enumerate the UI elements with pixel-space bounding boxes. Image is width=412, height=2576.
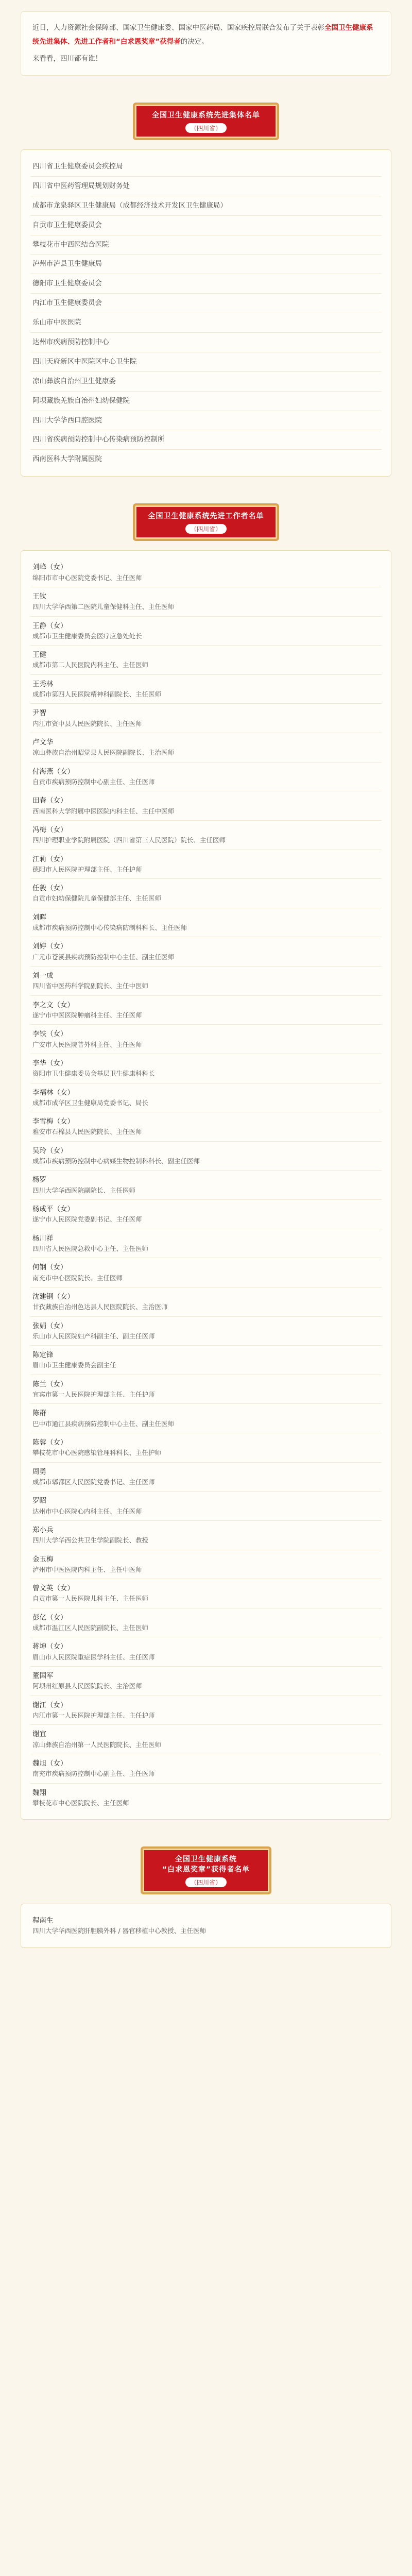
person-entry xyxy=(30,1112,382,1142)
person-entry xyxy=(30,1258,382,1287)
intro-highlight: 全国卫生健康系统先进集体、先进工作者和“白求恩奖章”获得者 xyxy=(32,24,373,46)
person-name: 罗昭 xyxy=(32,1497,46,1505)
collective-item: 四川天府新区中医院区中心卫生院 xyxy=(30,352,382,372)
person-name: 周勇 xyxy=(32,1467,46,1476)
person-title: 四川大学华西医院肝胆胰外科 / 器官移植中心教授、主任医师 xyxy=(32,1927,207,1935)
person-entry xyxy=(30,1608,382,1638)
person-name: 张娟（女） xyxy=(32,1321,67,1330)
person-entry xyxy=(30,704,382,733)
person-title: 达州市中心医院心内科主任、主任医师 xyxy=(32,1507,142,1515)
person-entry xyxy=(30,1696,382,1725)
person-title: 眉山市卫生健康委员会副主任 xyxy=(32,1361,116,1369)
person-title: 四川大学华西第二医院儿童保健科主任、主任医师 xyxy=(32,603,175,611)
person-title: 成都市成华区卫生健康局党委书记、局长 xyxy=(32,1098,149,1107)
person-name: 王静（女） xyxy=(32,621,67,630)
section-title-line2: “白求恩奖章”获得者名单 xyxy=(162,1866,250,1874)
person-title: 成都市疾病预防控制中心传染病防制科科长、主任医师 xyxy=(32,924,187,931)
person-title: 广安市人民医院普外科主任、主任医师 xyxy=(32,1040,142,1048)
section-banner-collectives xyxy=(133,103,279,140)
person-name: 尹智 xyxy=(32,709,46,718)
person-name: 陈兰（女） xyxy=(32,1380,67,1388)
person-title: 巴中市通江县疾病预防控制中心主任、副主任医师 xyxy=(32,1419,175,1428)
person-title: 四川省人民医院急救中心主任、主任医师 xyxy=(32,1244,149,1252)
person-name: 郑小兵 xyxy=(32,1526,54,1534)
person-name: 陈定锋 xyxy=(32,1351,54,1360)
person-title: 泸州市中医医院内科主任、主任中医师 xyxy=(32,1565,142,1573)
collective-item: 乐山市中医医院 xyxy=(30,313,382,333)
person-entry xyxy=(30,1521,382,1550)
person-name: 李福林（女） xyxy=(32,1088,74,1097)
person-title: 自贡市妇幼保健院儿童保健部主任、主任医师 xyxy=(32,894,162,903)
section-banner-workers xyxy=(133,503,279,541)
intro-text: 近日，人力资源社会保障部、国家卫生健康委、国家中医药局、国家疾控局联合发布了关于表彰 xyxy=(32,24,324,32)
person-entry xyxy=(30,967,382,996)
person-name: 王健 xyxy=(32,651,46,659)
collective-item: 德阳市卫生健康委员会 xyxy=(30,274,382,294)
person-name: 何钢（女） xyxy=(32,1263,67,1272)
person-name: 刘婷（女） xyxy=(32,942,67,951)
person-name: 李华（女） xyxy=(32,1059,67,1067)
person-name: 杨川祥 xyxy=(32,1234,54,1243)
person-entry xyxy=(30,1287,382,1317)
person-title: 成都市第二人民医院内科主任、主任医师 xyxy=(32,661,149,669)
person-entry xyxy=(30,908,382,938)
person-title: 宜宾市第一人民医院护理部主任、主任护师 xyxy=(32,1391,155,1398)
person-title: 成都市温江区人民医院副院长、主任医师 xyxy=(32,1624,149,1632)
person-entry xyxy=(30,646,382,675)
person-entry xyxy=(30,1492,382,1521)
person-title: 自贡市第一人民医院儿科主任、主任医师 xyxy=(32,1595,149,1603)
person-entry xyxy=(30,879,382,908)
person-entry xyxy=(30,821,382,850)
person-name: 王钦 xyxy=(32,592,46,601)
person-entry xyxy=(30,1754,382,1784)
person-title: 凉山彝族自治州昭觉县人民医院副院长、主治医师 xyxy=(32,749,175,757)
person-name: 任毅（女） xyxy=(32,884,67,893)
person-entry xyxy=(30,1054,382,1083)
person-title: 遂宁市人民医院党委副书记、主任医师 xyxy=(32,1215,142,1224)
collective-item: 攀枝花市中西医结合医院 xyxy=(30,235,382,255)
person-name: 田春（女） xyxy=(32,796,67,805)
person-title: 南充市中心医院院长、主任医师 xyxy=(32,1274,123,1282)
collective-item: 凉山彝族自治州卫生健康委 xyxy=(30,372,382,392)
person-entry xyxy=(30,1433,382,1463)
collective-item: 四川省卫生健康委员会疾控局 xyxy=(30,157,382,177)
person-name: 陈蓉（女） xyxy=(32,1438,67,1447)
person-entry xyxy=(30,791,382,821)
person-name: 刘一成 xyxy=(32,972,54,980)
section-title: 全国卫生健康系统 xyxy=(175,1855,237,1864)
person-entry xyxy=(30,1317,382,1346)
person-title: 甘孜藏族自治州色达县人民医院院长、主治医师 xyxy=(32,1303,168,1311)
person-entry xyxy=(30,996,382,1025)
person-entry xyxy=(30,762,382,792)
person-name: 董国军 xyxy=(32,1672,54,1680)
person-title: 攀枝花市中心医院感染管理科科长、主任护师 xyxy=(32,1449,162,1457)
person-entry xyxy=(30,1200,382,1229)
person-name: 李之文（女） xyxy=(32,1001,74,1009)
person-name: 吴玲（女） xyxy=(32,1146,67,1155)
section-subtitle: （四川省） xyxy=(185,524,227,534)
person-title: 广元市苍溪县疾病预防控制中心主任、副主任医师 xyxy=(32,953,175,961)
person-entry xyxy=(30,558,382,587)
section-subtitle: （四川省） xyxy=(185,1877,227,1887)
person-title: 乐山市人民医院妇产科副主任、副主任医师 xyxy=(32,1332,155,1340)
section-subtitle: （四川省） xyxy=(185,123,227,133)
section-title: 全国卫生健康系统先进集体名单 xyxy=(152,111,260,120)
person-name: 蒋坤（女） xyxy=(32,1642,67,1651)
person-entry xyxy=(30,1784,382,1812)
person-title: 成都市卫生健康委员会医疗应急处处长 xyxy=(32,632,142,640)
collective-item: 泸州市泸县卫生健康局 xyxy=(30,255,382,274)
collectives-list xyxy=(21,149,391,477)
person-name: 陈群 xyxy=(32,1409,46,1418)
person-name: 沈建钢（女） xyxy=(32,1292,74,1301)
workers-list xyxy=(21,550,391,1820)
person-title: 成都市第四人民医院精神科副院长、主任医师 xyxy=(32,690,162,698)
collective-item: 西南医科大学附属医院 xyxy=(32,455,102,464)
intro-card xyxy=(21,11,391,76)
person-entry xyxy=(30,1346,382,1375)
person-entry xyxy=(30,1725,382,1754)
person-name: 李雪梅（女） xyxy=(32,1117,74,1126)
person-name: 杨成平（女） xyxy=(32,1205,74,1213)
person-entry xyxy=(30,617,382,646)
person-title: 阿坝州红原县人民医院院长、主治医师 xyxy=(32,1682,142,1690)
person-name: 魏翔 xyxy=(32,1788,46,1797)
person-name: 金玉梅 xyxy=(32,1555,54,1564)
person-entry xyxy=(30,1083,382,1113)
person-name: 付海燕（女） xyxy=(32,767,74,776)
collective-item: 成都市龙泉驿区卫生健康局（成都经济技术开发区卫生健康局） xyxy=(30,196,382,216)
person-title: 西南医科大学附属中医医院内科主任、主任中医师 xyxy=(32,807,175,815)
collective-item: 四川省疾病预防控制中心传染病预防控制所 xyxy=(30,430,382,450)
person-entry xyxy=(30,1579,382,1608)
person-entry xyxy=(30,1025,382,1054)
collective-item: 四川省中医药管理局规划财务处 xyxy=(30,177,382,196)
bqe-list xyxy=(21,1904,391,1948)
person-entry xyxy=(30,1463,382,1492)
person-entry xyxy=(30,675,382,704)
person-entry xyxy=(30,1375,382,1404)
person-entry xyxy=(30,1171,382,1200)
person-title: 内江市第一人民医院护理部主任、主任护师 xyxy=(32,1711,155,1719)
person-title: 遂宁市中医医院肿瘤科主任、主任医师 xyxy=(32,1011,142,1019)
person-name: 谢江（女） xyxy=(32,1701,67,1709)
person-title: 四川大学华西公共卫生学院副院长、教授 xyxy=(32,1536,149,1545)
person-name: 江莉（女） xyxy=(32,855,67,863)
collective-item: 四川大学华西口腔医院 xyxy=(30,411,382,431)
person-entry xyxy=(30,733,382,762)
person-title: 眉山市人民医院重症医学科主任、主任医师 xyxy=(32,1653,155,1661)
person-title: 成都市郫都区人民医院党委书记、主任医师 xyxy=(32,1478,155,1486)
person-name: 谢宜 xyxy=(32,1730,46,1739)
collective-item: 阿坝藏族羌族自治州妇幼保健院 xyxy=(30,392,382,411)
person-title: 攀枝花市中心医院院长、主任医师 xyxy=(32,1799,129,1807)
person-entry xyxy=(30,1911,382,1940)
person-entry xyxy=(30,1637,382,1667)
intro-note: 来看看，四川都有谁！ xyxy=(32,55,102,63)
collective-item: 自贡市卫生健康委员会 xyxy=(30,216,382,235)
person-title: 成都市疾病预防控制中心病媒生物控制科科长、副主任医师 xyxy=(32,1157,200,1165)
person-name: 程南生 xyxy=(32,1917,54,1925)
person-name: 冯梅（女） xyxy=(32,825,67,834)
person-title: 德阳市人民医院护理部主任、主任护师 xyxy=(32,865,142,873)
person-title: 绵阳市市中心医院党委书记、主任医师 xyxy=(32,573,142,582)
person-title: 雅安市石棉县人民医院院长、主任医师 xyxy=(32,1128,142,1136)
person-title: 四川护理职业学院附属医院（四川省第三人民医院）院长、主任医师 xyxy=(32,836,226,844)
person-entry xyxy=(30,937,382,967)
person-name: 王秀林 xyxy=(32,680,54,688)
person-name: 刘峰（女） xyxy=(32,563,67,572)
person-title: 凉山彝族自治州第一人民医院院长、主任医师 xyxy=(32,1740,162,1749)
person-entry xyxy=(30,1550,382,1580)
person-name: 彭亿（女） xyxy=(32,1613,67,1622)
person-entry xyxy=(30,850,382,879)
person-title: 内江市资中县人民医院院长、主任医师 xyxy=(32,719,142,727)
section-banner-bqe xyxy=(141,1846,271,1894)
person-entry xyxy=(30,1404,382,1433)
person-title: 自贡市疾病预防控制中心副主任、主任医师 xyxy=(32,777,155,786)
person-title: 四川大学华西医院副院长、主任医师 xyxy=(32,1186,136,1194)
person-entry xyxy=(30,1667,382,1696)
intro-paragraph xyxy=(32,21,380,49)
person-name: 李铁（女） xyxy=(32,1030,67,1039)
person-title: 四川省中医药科学院副院长、主任中医师 xyxy=(32,982,149,990)
person-name: 杨罗 xyxy=(32,1176,46,1184)
collective-item: 达州市疾病预防控制中心 xyxy=(30,333,382,352)
section-title: 全国卫生健康系统先进工作者名单 xyxy=(148,512,264,521)
person-name: 刘晖 xyxy=(32,913,46,922)
person-entry xyxy=(30,1229,382,1259)
person-title: 资阳市卫生健康委员会基层卫生健康科科长 xyxy=(32,1070,155,1078)
person-entry xyxy=(30,1142,382,1171)
person-name: 魏旭（女） xyxy=(32,1759,67,1768)
person-name: 卢文华 xyxy=(32,738,54,747)
collective-item: 内江市卫生健康委员会 xyxy=(30,294,382,313)
person-name: 曾文英（女） xyxy=(32,1584,74,1593)
person-entry xyxy=(30,587,382,617)
intro-text-end: 的决定。 xyxy=(180,38,209,46)
person-title: 南充市疾病预防控制中心副主任、主任医师 xyxy=(32,1770,155,1778)
